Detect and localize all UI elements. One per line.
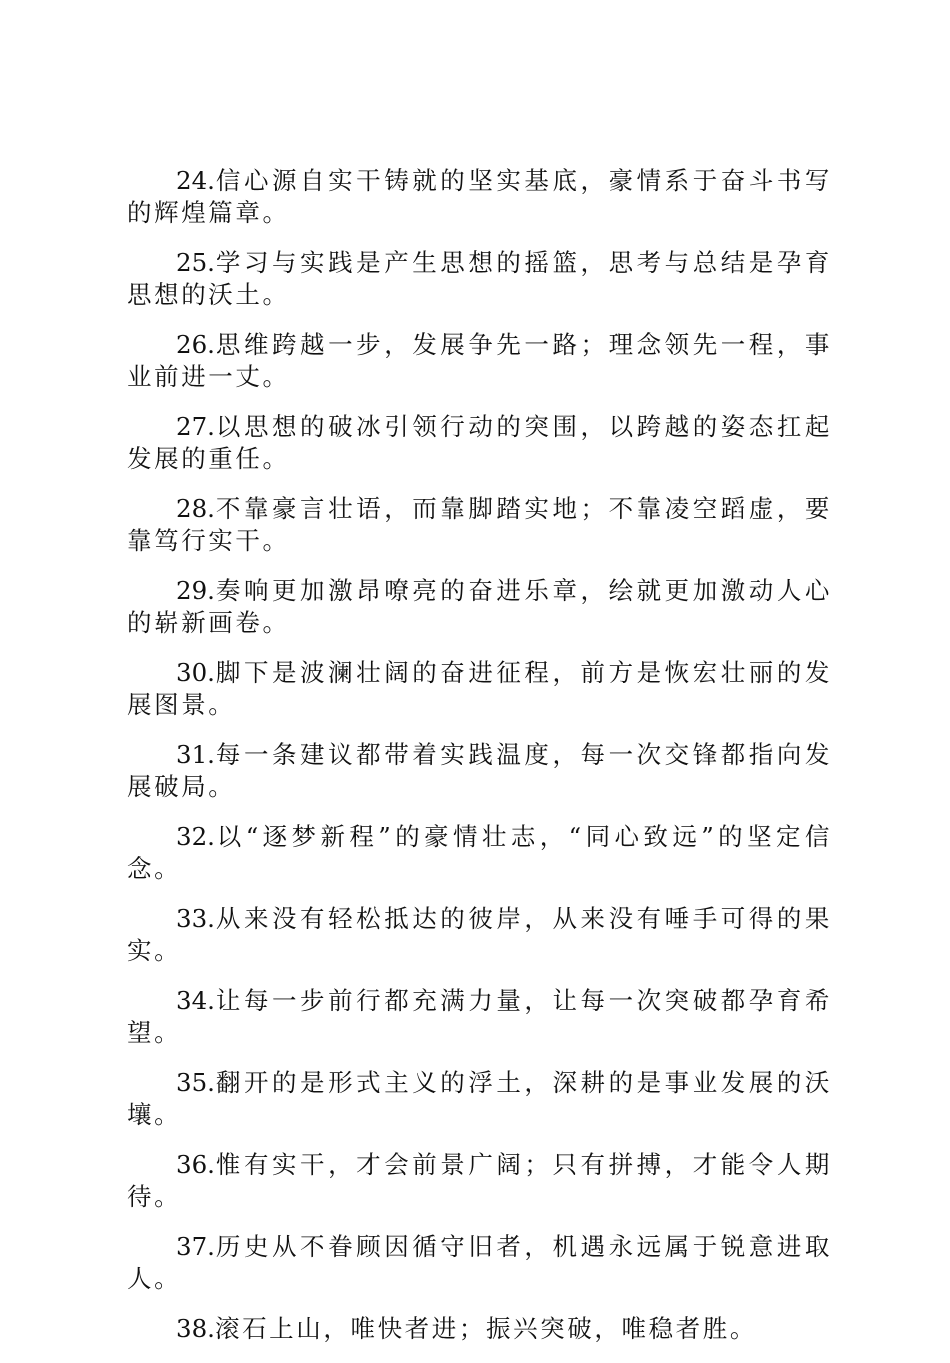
item-number: 30.	[176, 658, 215, 687]
item-text: 惟有实干，才会前景广阔；只有拼搏，才能令人期待。	[127, 1150, 832, 1211]
item-number: 24.	[176, 166, 215, 195]
item-number: 29.	[176, 576, 215, 605]
item-text: 以“逐梦新程”的豪情壮志，“同心致远”的坚定信念。	[127, 822, 832, 883]
item-text: 信心源自实干铸就的坚实基底，豪情系于奋斗书写的辉煌篇章。	[127, 166, 832, 227]
item-number: 38.	[176, 1314, 215, 1343]
list-item	[127, 985, 832, 1049]
document-body	[127, 165, 832, 1363]
item-text: 奏响更加激昂嘹亮的奋进乐章，绘就更加激动人心的崭新画卷。	[127, 576, 832, 637]
list-item	[127, 329, 832, 393]
item-text: 思维跨越一步，发展争先一路；理念领先一程，事业前进一丈。	[127, 330, 832, 391]
item-text: 不靠豪言壮语，而靠脚踏实地；不靠凌空蹈虚，要靠笃行实干。	[127, 494, 832, 555]
item-number: 25.	[176, 248, 215, 277]
item-number: 26.	[176, 330, 215, 359]
item-text: 以思想的破冰引领行动的突围，以跨越的姿态扛起发展的重任。	[127, 412, 832, 473]
item-number: 33.	[176, 904, 215, 933]
item-text: 每一条建议都带着实践温度，每一次交锋都指向发展破局。	[127, 740, 832, 801]
list-item	[127, 411, 832, 475]
item-number: 34.	[176, 986, 215, 1015]
item-number: 28.	[176, 494, 215, 523]
item-number: 32.	[176, 822, 215, 851]
item-number: 31.	[176, 740, 215, 769]
list-item	[127, 493, 832, 557]
list-item	[127, 739, 832, 803]
item-text: 历史从不眷顾因循守旧者，机遇永远属于锐意进取人。	[127, 1232, 832, 1293]
item-number: 36.	[176, 1150, 215, 1179]
item-text: 让每一步前行都充满力量，让每一次突破都孕育希望。	[127, 986, 832, 1047]
list-item	[127, 247, 832, 311]
list-item	[127, 165, 832, 229]
list-item	[127, 657, 832, 721]
list-item	[127, 903, 832, 967]
list-item	[127, 575, 832, 639]
item-text: 翻开的是形式主义的浮土，深耕的是事业发展的沃壤。	[127, 1068, 832, 1129]
item-text: 滚石上山，唯快者进；振兴突破，唯稳者胜。	[214, 1314, 757, 1343]
item-number: 35.	[176, 1068, 215, 1097]
list-item	[127, 1313, 832, 1345]
item-text: 学习与实践是产生思想的摇篮，思考与总结是孕育思想的沃土。	[127, 248, 832, 309]
list-item	[127, 1231, 832, 1295]
item-number: 27.	[176, 412, 215, 441]
list-item	[127, 1067, 832, 1131]
list-item	[127, 821, 832, 885]
item-text: 脚下是波澜壮阔的奋进征程，前方是恢宏壮丽的发展图景。	[127, 658, 832, 719]
item-text: 从来没有轻松抵达的彼岸，从来没有唾手可得的果实。	[127, 904, 832, 965]
item-number: 37.	[176, 1232, 215, 1261]
list-item	[127, 1149, 832, 1213]
